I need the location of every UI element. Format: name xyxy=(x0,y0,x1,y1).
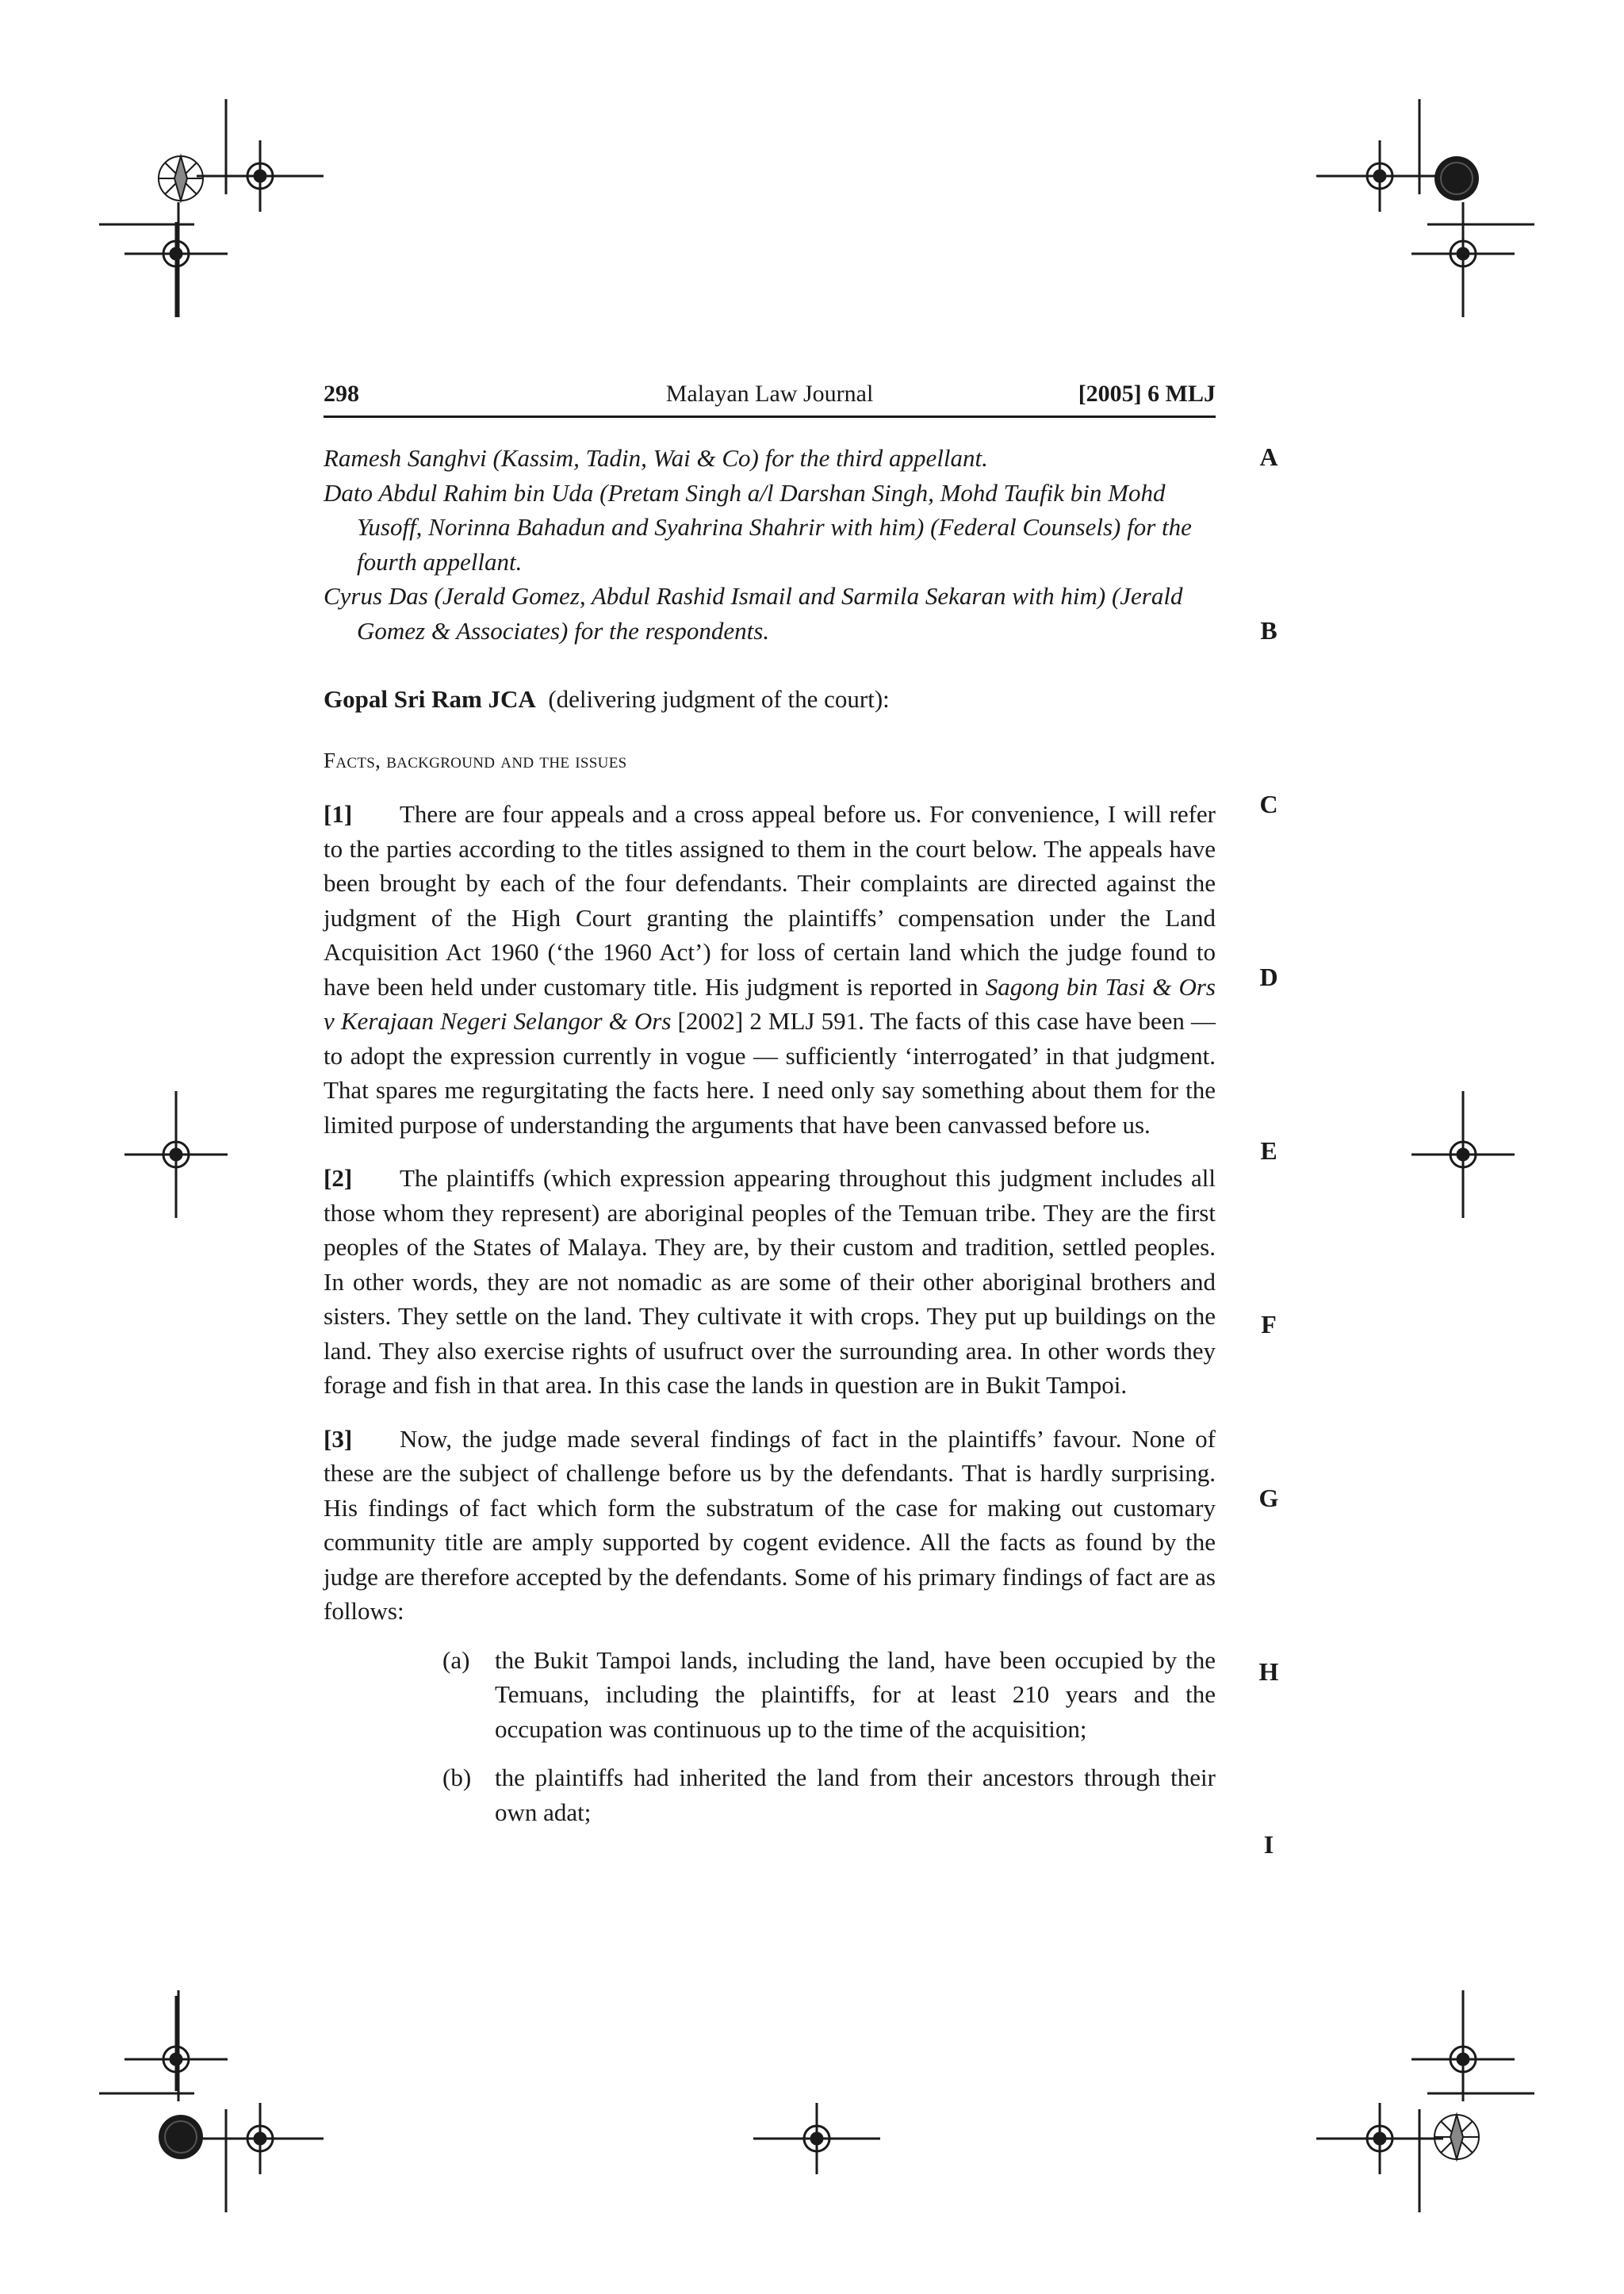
paragraph-text: The plaintiffs (which expression appearing throughout this judgment includes all those whom they represent) are aboriginal peoples of the Temuan tribe. They are the first peoples of the States of Malaya. They are, by their custom and tradition, settled peoples. In other words, they are not nomadic as are some of their other aboriginal brothers and sisters. They settle on the land. They cultivate it with crops. They put up buildings on the land. They also exercise rights of usufruct over the surrounding area. In other words they forage and fish in that area. In this case the lands in question are in Bukit Tampoi. xyxy=(324,1164,1216,1399)
margin-letter-a: A xyxy=(1259,442,1278,471)
finding-item xyxy=(442,1760,1216,1829)
section-heading xyxy=(324,744,1216,779)
finding-label: (a) xyxy=(442,1645,470,1674)
margin-letter-e: E xyxy=(1260,1136,1277,1165)
finding-item xyxy=(442,1643,1216,1747)
margin-letter-h: H xyxy=(1258,1657,1279,1686)
case-citation: Sagong bin Tasi & Ors v Kerajaan Negeri Selangor & Ors xyxy=(324,972,1216,1035)
counsel-entry: Cyrus Das (Jerald Gomez, Abdul Rashid Ismail and Sarmila Sekaran with him) (Jerald Gomez & Associates) for the respondents. xyxy=(324,582,1183,645)
paragraph-number: [3] xyxy=(324,1424,353,1453)
margin-letter-c: C xyxy=(1259,790,1278,818)
judge-line xyxy=(324,682,1216,717)
finding-label: (b) xyxy=(442,1764,472,1791)
margin-letter-g: G xyxy=(1258,1484,1279,1512)
paragraph-2 xyxy=(324,1161,1216,1403)
margin-letter-i: I xyxy=(1263,1830,1274,1859)
finding-text: the plaintiffs had inherited the land from their ancestors through their own adat; xyxy=(495,1764,1216,1826)
page-body xyxy=(324,441,1216,1829)
section-heading-rest: acts, background and the issues xyxy=(335,748,627,772)
paragraph-number: [1] xyxy=(324,800,353,828)
paragraph-number: [2] xyxy=(324,1164,353,1192)
counsel-entry: Dato Abdul Rahim bin Uda (Pretam Singh a/l Darshan Singh, Mohd Taufik bin Mohd Yusoff, Norinna Bahadun and Syahrina Shahrir with him) (Federal Counsels) for the fourth appellant. xyxy=(324,478,1192,576)
judge-name: Gopal Sri Ram JCA xyxy=(324,685,536,713)
judge-note: (delivering judgment of the court): xyxy=(548,685,890,713)
margin-letter-b: B xyxy=(1260,616,1277,645)
page-number: 298 xyxy=(324,381,359,407)
margin-letter-f: F xyxy=(1261,1310,1277,1338)
paragraph-text: There are four appeals and a cross appeal before us. For convenience, I will refer to the parties according to the titles assigned to them in the court below. The appeals have been brought by each of the four defendants. Their complaints are directed against the judgment of the High Court granting the plaintiffs’ compensation under the Land Acquisition Act 1960 (‘the 1960 Act’) for loss of certain land which the judge found to have been held under customary title. His judgment is reported in xyxy=(324,800,1216,1001)
margin-letter-d: D xyxy=(1259,963,1278,991)
finding-text: the Bukit Tampoi lands, including the land, have been occupied by the Temuans, including the plaintiffs, for at least 210 years and the occupation was continuous up to the time of the acquisition; xyxy=(495,1645,1216,1743)
running-header xyxy=(324,379,1216,418)
paragraph-text: [2002] 2 MLJ 591. The facts of this case have been — to adopt the expression currently in vogue — sufficiently ‘interrogated’ in that judgment. That spares me regurgitating the facts here. I need only say something about them for the limited purpose of understanding the arguments that have been canvassed before us. xyxy=(324,1007,1216,1139)
paragraph-text: Now, the judge made several findings of fact in the plaintiffs’ favour. None of these are the subject of challenge before us by the defendants. That is hardly surprising. His findings of fact which form the substratum of the case for making out customary community title are amply supported by cogent evidence. All the facts as found by the judge are therefore accepted by the defendants. Some of his primary findings of fact are as follows: xyxy=(324,1424,1216,1625)
paragraph-3 xyxy=(324,1422,1216,1629)
journal-citation: [2005] 6 MLJ xyxy=(1078,381,1216,407)
journal-title: Malayan Law Journal xyxy=(665,381,874,407)
paragraph-1 xyxy=(324,797,1216,1142)
section-heading-initial: F xyxy=(324,748,336,772)
counsel-entry: Ramesh Sanghvi (Kassim, Tadin, Wai & Co) for the third appellant. xyxy=(324,444,988,472)
